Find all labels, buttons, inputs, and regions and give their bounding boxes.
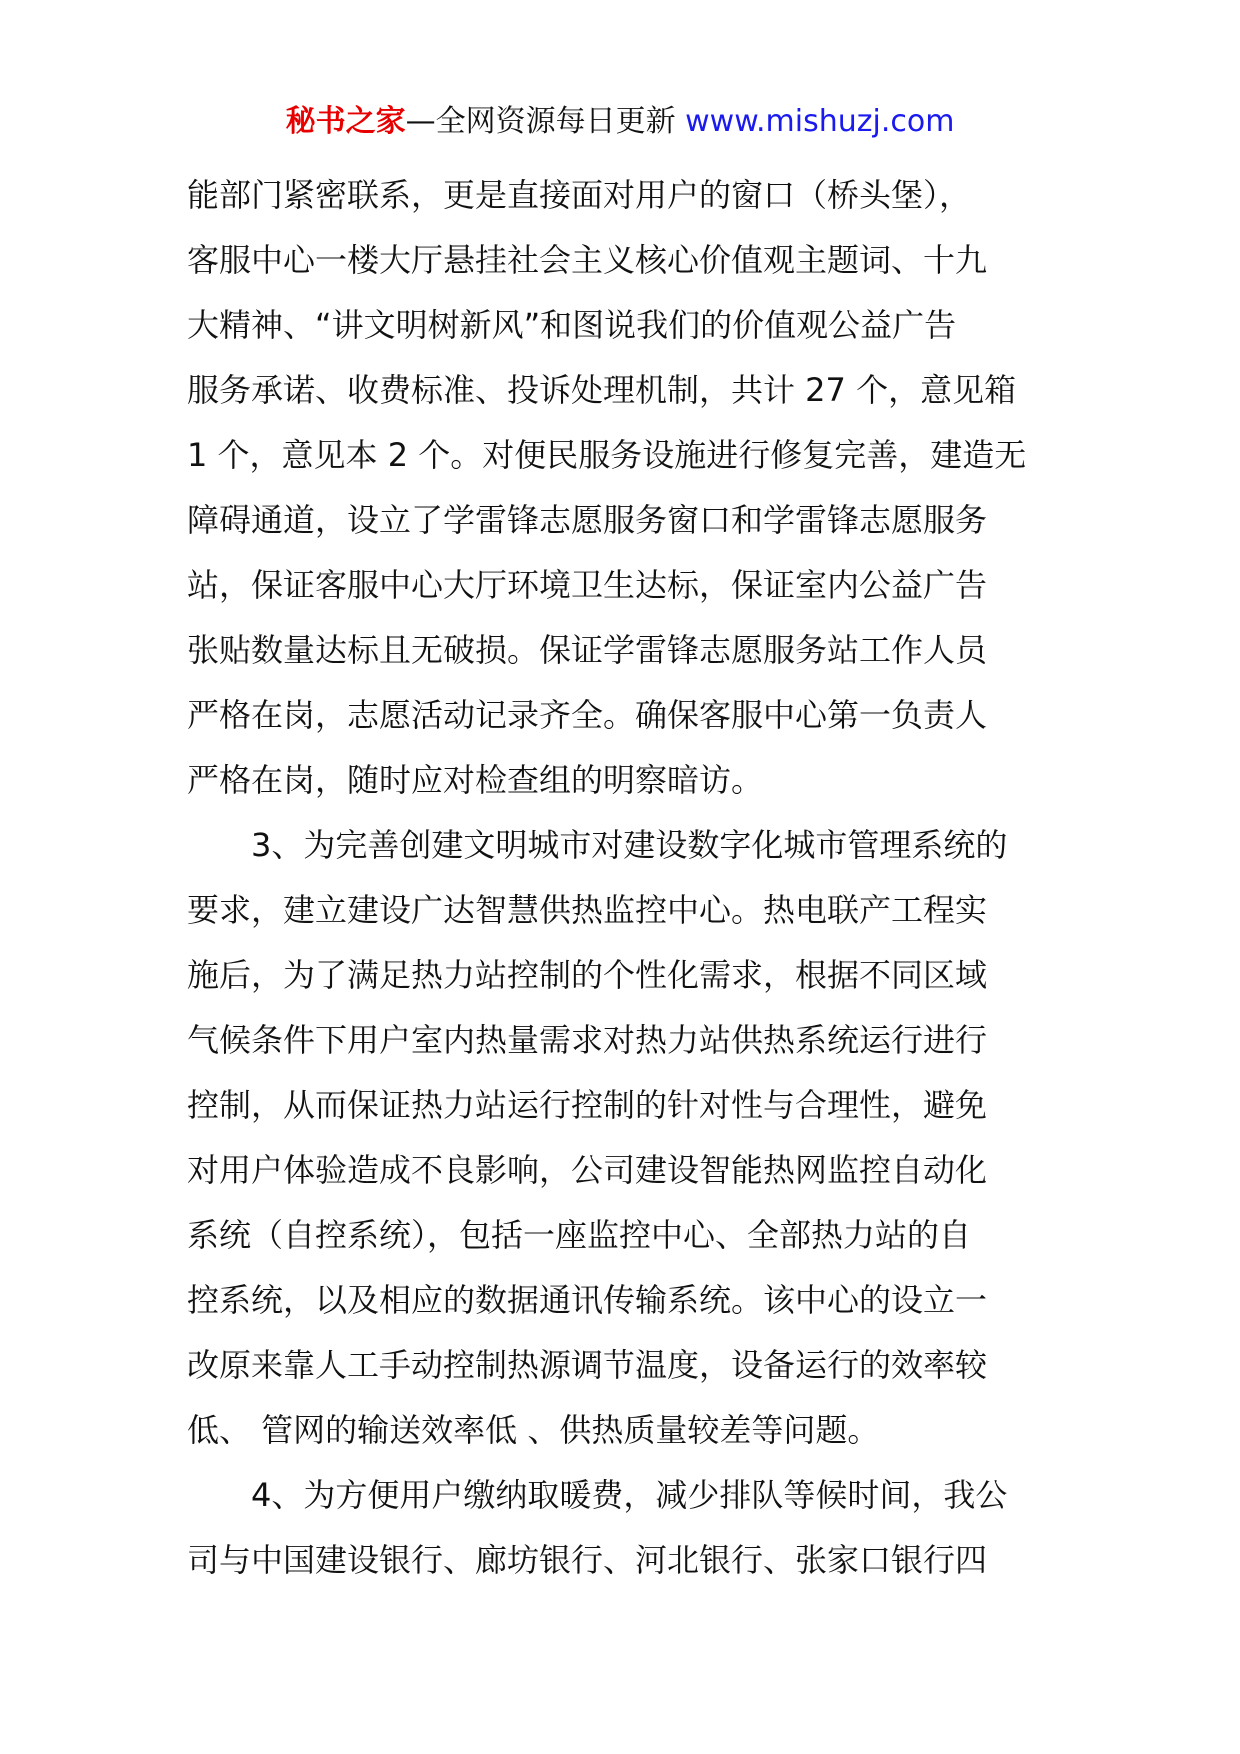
header-tagline: —全网资源每日更新 — [405, 104, 686, 139]
text-line: 服务承诺、收费标准、投诉处理机制，共计 27 个，意见箱 — [187, 371, 1017, 409]
text-line: 系统（自控系统），包括一座监控中心、全部热力站的自 — [187, 1216, 972, 1254]
paragraph-4-start: 4、为方便用户缴纳取暖费，减少排队等候时间，我公 — [251, 1476, 1008, 1514]
text-line: 严格在岗，随时应对检查组的明察暗访。 — [187, 761, 764, 799]
text-line: 司与中国建设银行、廊坊银行、河北银行、张家口银行四 — [187, 1541, 988, 1579]
text-line: 低、 管网的输送效率低 、供热质量较差等问题。 — [187, 1411, 880, 1449]
text-line: 严格在岗，志愿活动记录齐全。确保客服中心第一负责人 — [187, 696, 988, 734]
website-link[interactable]: www.mishuzj.com — [685, 104, 955, 139]
text-line: 要求，建立建设广达智慧供热监控中心。热电联产工程实 — [187, 891, 988, 929]
paragraph-3-start: 3、为完善创建文明城市对建设数字化城市管理系统的 — [251, 826, 1008, 864]
text-line: 对用户体验造成不良影响，公司建设智能热网监控自动化 — [187, 1151, 988, 1189]
text-line: 气候条件下用户室内热量需求对热力站供热系统运行进行 — [187, 1021, 988, 1059]
text-line: 张贴数量达标且无破损。保证学雷锋志愿服务站工作人员 — [187, 631, 988, 669]
text-line: 施后，为了满足热力站控制的个性化需求，根据不同区域 — [187, 956, 988, 994]
text-line: 控制，从而保证热力站运行控制的针对性与合理性，避免 — [187, 1086, 988, 1124]
text-line: 大精神、“讲文明树新风”和图说我们的价值观公益广告 — [187, 306, 957, 344]
text-line: 障碍通道，设立了学雷锋志愿服务窗口和学雷锋志愿服务 — [187, 501, 988, 539]
text-line: 能部门紧密联系，更是直接面对用户的窗口（桥头堡）， — [187, 176, 972, 214]
text-line: 改原来靠人工手动控制热源调节温度，设备运行的效率较 — [187, 1346, 988, 1384]
text-line: 控系统，以及相应的数据通讯传输系统。该中心的设立一 — [187, 1281, 988, 1319]
document-body — [187, 163, 1057, 1593]
text-line: 客服中心一楼大厅悬挂社会主义核心价值观主题词、十九 — [187, 241, 988, 279]
brand-name: 秘书之家 — [285, 104, 406, 139]
page-header — [0, 102, 1240, 142]
text-line: 1 个，意见本 2 个。对便民服务设施进行修复完善，建造无 — [187, 436, 1027, 474]
text-line: 站，保证客服中心大厅环境卫生达标，保证室内公益广告 — [187, 566, 988, 604]
